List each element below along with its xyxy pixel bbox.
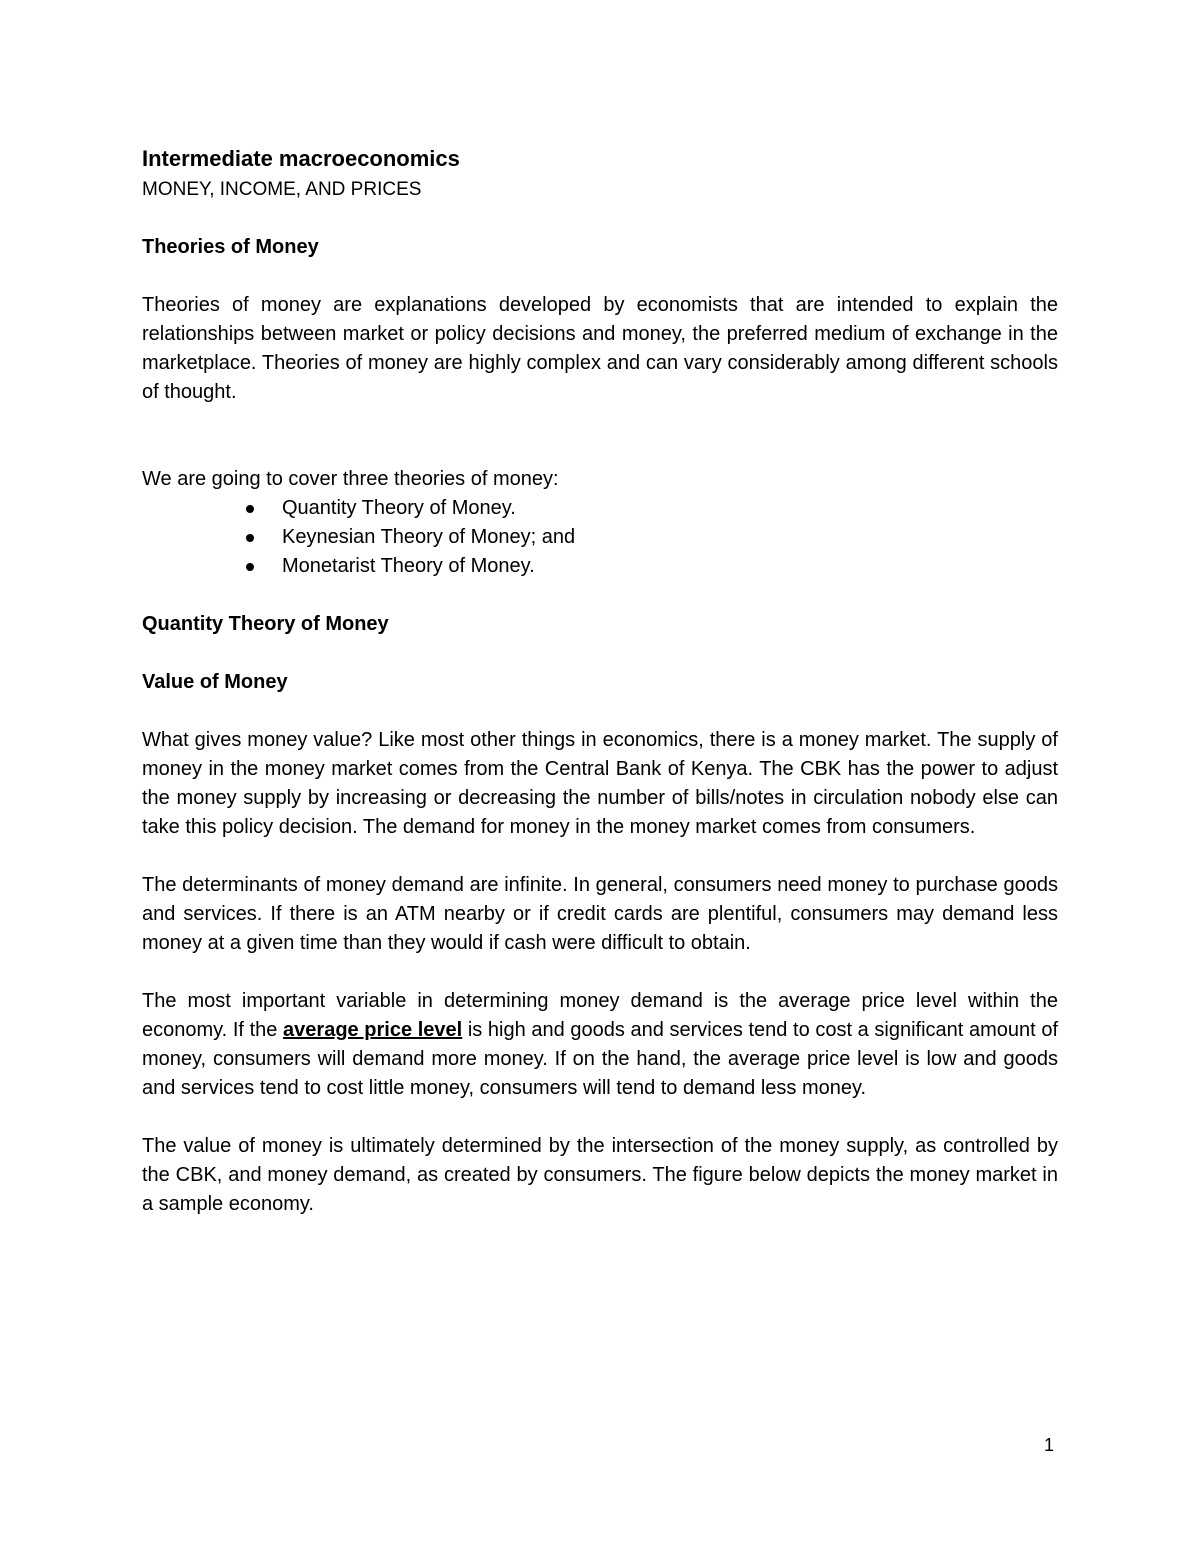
list-item	[240, 494, 1058, 523]
spacer	[142, 262, 1058, 291]
list-item-text: Monetarist Theory of Money.	[282, 555, 535, 577]
spacer	[142, 581, 1058, 610]
section-heading-value-of-money: Value of Money	[142, 671, 288, 693]
paragraph-text: The most important variable in determining money demand is the average price level within the economy. If the	[142, 990, 1058, 1041]
section-heading-quantity-theory: Quantity Theory of Money	[142, 613, 389, 635]
spacer	[142, 697, 1058, 726]
document-subtitle: MONEY, INCOME, AND PRICES	[142, 179, 422, 200]
spacer	[142, 407, 1058, 465]
theories-bullet-list	[142, 494, 1058, 581]
page-content	[142, 143, 1058, 1219]
bullet-icon	[246, 505, 254, 513]
spacer	[142, 639, 1058, 668]
spacer	[142, 958, 1058, 987]
average-price-level-link[interactable]: average price level	[283, 1019, 463, 1041]
document-title: Intermediate macroeconomics	[142, 146, 460, 171]
bullet-icon	[246, 534, 254, 542]
spacer	[142, 1103, 1058, 1132]
paragraph-text: is high and goods and services tend to cost a significant amount of money, consumers will demand more money. If on the hand, the average price level is low and goods and services tend to cost little money, consumers will tend to demand less money.	[142, 1019, 1059, 1099]
bullet-icon	[246, 563, 254, 571]
list-item-text: Quantity Theory of Money.	[282, 497, 516, 519]
paragraph-value-of-money: What gives money value? Like most other things in economics, there is a money market. The supply of money in the money market comes from the Central Bank of Kenya. The CBK has the power to adjust the money supply by increasing or decreasing the number of bills/notes in circulation nobody else can take this policy decision. The demand for money in the money market comes from consumers.	[142, 729, 1058, 838]
paragraph-value-determined: The value of money is ultimately determined by the intersection of the money supply, as controlled by the CBK, and money demand, as created by consumers. The figure below depicts the money market in a sample economy.	[142, 1135, 1058, 1215]
paragraph-cover-intro: We are going to cover three theories of money:	[142, 468, 559, 490]
paragraph-theories-of-money: Theories of money are explanations developed by economists that are intended to explain the relationships between market or policy decisions and money, the preferred medium of exchange in the marketplace. Theories of money are highly complex and can vary considerably among different schools of thought.	[142, 294, 1058, 403]
spacer	[142, 842, 1058, 871]
page-number: 1	[1044, 1435, 1055, 1455]
list-item	[240, 552, 1058, 581]
paragraph-most-important-variable	[142, 987, 1058, 1103]
list-item	[240, 523, 1058, 552]
list-item-text: Keynesian Theory of Money; and	[282, 526, 576, 548]
paragraph-determinants: The determinants of money demand are infinite. In general, consumers need money to purchase goods and services. If there is an ATM nearby or if credit cards are plentiful, consumers may demand less money at a given time than they would if cash were difficult to obtain.	[142, 874, 1058, 954]
section-heading-theories-of-money: Theories of Money	[142, 236, 319, 258]
spacer	[142, 204, 1058, 233]
